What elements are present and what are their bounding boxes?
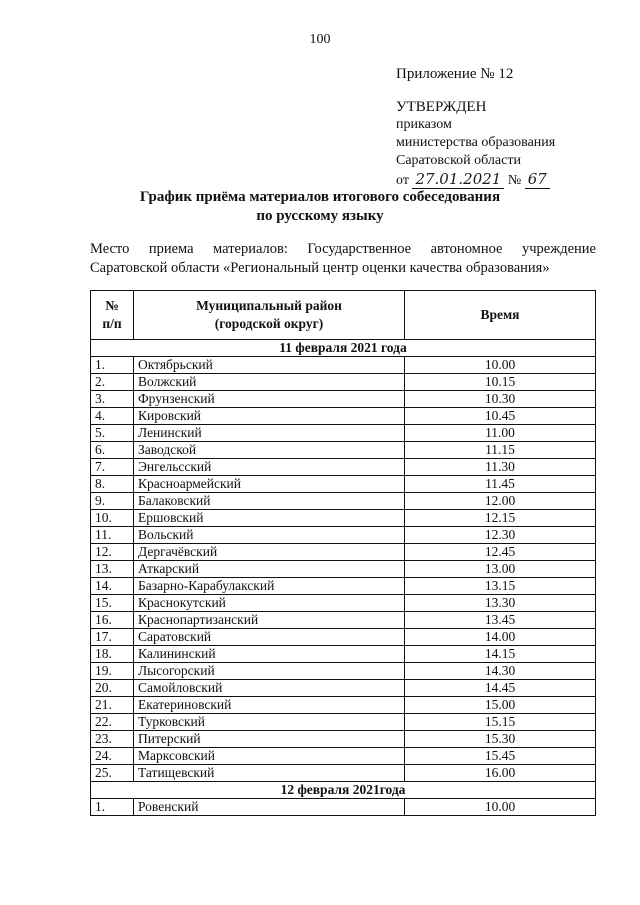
row-district: Фрунзенский bbox=[134, 391, 405, 408]
date-prefix: от bbox=[396, 173, 409, 188]
row-district: Заводской bbox=[134, 442, 405, 459]
row-number: 17. bbox=[91, 629, 134, 646]
table-row bbox=[91, 714, 596, 731]
row-number: 18. bbox=[91, 646, 134, 663]
row-time: 13.45 bbox=[405, 612, 596, 629]
document-title bbox=[0, 188, 640, 226]
row-time: 15.45 bbox=[405, 748, 596, 765]
row-time: 14.15 bbox=[405, 646, 596, 663]
row-district: Турковский bbox=[134, 714, 405, 731]
table-row bbox=[91, 527, 596, 544]
row-time: 14.30 bbox=[405, 663, 596, 680]
table-row bbox=[91, 391, 596, 408]
row-time: 10.00 bbox=[405, 357, 596, 374]
date-row bbox=[91, 340, 596, 357]
row-time: 12.00 bbox=[405, 493, 596, 510]
approval-date-line bbox=[396, 170, 555, 190]
table-row bbox=[91, 561, 596, 578]
row-time: 12.15 bbox=[405, 510, 596, 527]
row-number: 22. bbox=[91, 714, 134, 731]
table-row bbox=[91, 374, 596, 391]
table-row bbox=[91, 544, 596, 561]
row-time: 11.15 bbox=[405, 442, 596, 459]
row-district: Екатериновский bbox=[134, 697, 405, 714]
row-time: 14.00 bbox=[405, 629, 596, 646]
row-time: 11.00 bbox=[405, 425, 596, 442]
row-district: Татищевский bbox=[134, 765, 405, 782]
row-district: Краснопартизанский bbox=[134, 612, 405, 629]
appendix-label: Приложение № 12 bbox=[396, 66, 514, 82]
table-header-row bbox=[91, 291, 596, 340]
row-district: Дергачёвский bbox=[134, 544, 405, 561]
row-number: 8. bbox=[91, 476, 134, 493]
row-district: Базарно-Карабулакский bbox=[134, 578, 405, 595]
table-row bbox=[91, 646, 596, 663]
row-time: 14.45 bbox=[405, 680, 596, 697]
table-row bbox=[91, 408, 596, 425]
handwritten-number: 67 bbox=[525, 170, 550, 189]
handwritten-date: 27.01.2021 bbox=[412, 170, 504, 189]
row-time: 10.30 bbox=[405, 391, 596, 408]
row-district: Вольский bbox=[134, 527, 405, 544]
table-row bbox=[91, 493, 596, 510]
row-time: 15.30 bbox=[405, 731, 596, 748]
row-district: Энгельсский bbox=[134, 459, 405, 476]
header-time: Время bbox=[405, 291, 596, 340]
row-district: Октябрьский bbox=[134, 357, 405, 374]
row-district: Ровенский bbox=[134, 799, 405, 816]
row-district: Самойловский bbox=[134, 680, 405, 697]
row-district: Лысогорский bbox=[134, 663, 405, 680]
row-time: 15.00 bbox=[405, 697, 596, 714]
table-row bbox=[91, 748, 596, 765]
row-time: 12.45 bbox=[405, 544, 596, 561]
schedule-table bbox=[90, 290, 596, 816]
row-time: 10.15 bbox=[405, 374, 596, 391]
row-time: 12.30 bbox=[405, 527, 596, 544]
row-number: 24. bbox=[91, 748, 134, 765]
row-district: Ленинский bbox=[134, 425, 405, 442]
page-number: 100 bbox=[309, 32, 331, 47]
row-time: 11.30 bbox=[405, 459, 596, 476]
row-time: 13.00 bbox=[405, 561, 596, 578]
approval-block bbox=[396, 98, 555, 190]
row-number: 15. bbox=[91, 595, 134, 612]
row-number: 13. bbox=[91, 561, 134, 578]
row-time: 10.45 bbox=[405, 408, 596, 425]
place-paragraph: Место приема материалов: Государственное автономное учреждение Саратовской области «Региональный центр оценки качества образования» bbox=[90, 241, 596, 276]
row-number: 20. bbox=[91, 680, 134, 697]
table-row bbox=[91, 357, 596, 374]
table-row bbox=[91, 765, 596, 782]
row-number: 16. bbox=[91, 612, 134, 629]
row-number: 21. bbox=[91, 697, 134, 714]
date-cell: 12 февраля 2021года bbox=[91, 782, 596, 799]
row-district: Волжский bbox=[134, 374, 405, 391]
table-row bbox=[91, 595, 596, 612]
row-time: 13.15 bbox=[405, 578, 596, 595]
row-district: Калининский bbox=[134, 646, 405, 663]
row-district: Питерский bbox=[134, 731, 405, 748]
row-time: 11.45 bbox=[405, 476, 596, 493]
number-prefix: № bbox=[507, 173, 522, 188]
row-district: Ершовский bbox=[134, 510, 405, 527]
table-row bbox=[91, 799, 596, 816]
header-district: Муниципальный район (городской округ) bbox=[134, 291, 405, 340]
row-number: 1. bbox=[91, 357, 134, 374]
row-number: 9. bbox=[91, 493, 134, 510]
table-row bbox=[91, 680, 596, 697]
title-line-2: по русскому языку bbox=[256, 208, 384, 224]
row-number: 6. bbox=[91, 442, 134, 459]
row-district: Саратовский bbox=[134, 629, 405, 646]
row-district: Балаковский bbox=[134, 493, 405, 510]
date-cell: 11 февраля 2021 года bbox=[91, 340, 596, 357]
table-row bbox=[91, 510, 596, 527]
row-number: 10. bbox=[91, 510, 134, 527]
row-number: 19. bbox=[91, 663, 134, 680]
row-number: 14. bbox=[91, 578, 134, 595]
row-number: 4. bbox=[91, 408, 134, 425]
table-row bbox=[91, 612, 596, 629]
table-row bbox=[91, 731, 596, 748]
row-time: 13.30 bbox=[405, 595, 596, 612]
row-number: 23. bbox=[91, 731, 134, 748]
approval-line-ministry: министерства образования bbox=[396, 135, 556, 150]
table-row bbox=[91, 442, 596, 459]
table-row bbox=[91, 629, 596, 646]
row-district: Марксовский bbox=[134, 748, 405, 765]
row-number: 12. bbox=[91, 544, 134, 561]
table-row bbox=[91, 476, 596, 493]
title-line-1: График приёма материалов итогового собеседования bbox=[139, 189, 501, 205]
row-district: Краснокутский bbox=[134, 595, 405, 612]
row-time: 16.00 bbox=[405, 765, 596, 782]
table-row bbox=[91, 459, 596, 476]
approval-line-order: приказом bbox=[396, 117, 452, 132]
row-number: 25. bbox=[91, 765, 134, 782]
table-row bbox=[91, 425, 596, 442]
row-district: Красноармейский bbox=[134, 476, 405, 493]
row-time: 15.15 bbox=[405, 714, 596, 731]
row-number: 5. bbox=[91, 425, 134, 442]
approval-heading: УТВЕРЖДЕН bbox=[396, 99, 487, 115]
table-row bbox=[91, 578, 596, 595]
row-district: Аткарский bbox=[134, 561, 405, 578]
row-district: Кировский bbox=[134, 408, 405, 425]
table-row bbox=[91, 697, 596, 714]
row-number: 2. bbox=[91, 374, 134, 391]
row-number: 7. bbox=[91, 459, 134, 476]
row-number: 11. bbox=[91, 527, 134, 544]
row-number: 3. bbox=[91, 391, 134, 408]
row-number: 1. bbox=[91, 799, 134, 816]
date-row bbox=[91, 782, 596, 799]
row-time: 10.00 bbox=[405, 799, 596, 816]
approval-line-region: Саратовской области bbox=[396, 153, 521, 168]
table-row bbox=[91, 663, 596, 680]
header-num: № п/п bbox=[91, 291, 134, 340]
table-body bbox=[91, 340, 596, 816]
